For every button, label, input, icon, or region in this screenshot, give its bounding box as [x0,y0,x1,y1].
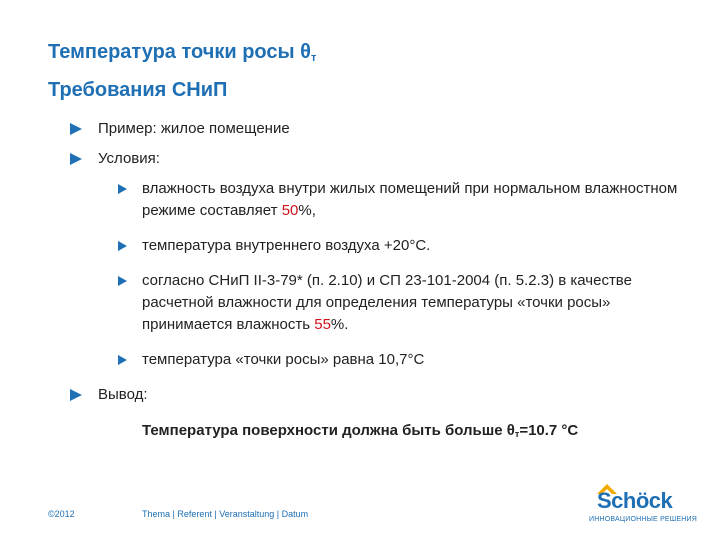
conclusion-text-b: =10.7 °С [519,422,579,439]
humidity-value-highlight: 50 [281,202,299,219]
conclusion-subscript: т [514,429,520,439]
footer-copyright: ©2012 [48,509,75,519]
bullet-list [66,118,686,445]
sub-bullet-triangle-icon [118,241,127,251]
company-logo [587,488,698,528]
title-subscript: т [310,52,317,64]
sub-bullet-dewpoint [66,349,686,371]
logo-wordmark: Schöck [597,488,673,513]
bullet-conditions-text: Условия: [98,150,160,167]
title-line-1-text: Температура точки росы θ [48,41,311,63]
bullet-example-text: Пример: жилое помещение [98,120,290,137]
bullet-conclusion-text: Вывод: [98,386,148,403]
sub-bullet-dewpoint-text: температура «точки росы» равна 10,7°С [142,351,425,368]
sub-bullet-triangle-icon [118,355,127,365]
title-line-1 [48,36,316,74]
bullet-triangle-icon [70,389,82,401]
bullet-example [66,118,686,140]
sub-bullet-triangle-icon [118,184,127,194]
sub-bullet-triangle-icon [118,276,127,286]
conclusion-text-a: Температура поверхности должна быть больше θ [142,422,515,439]
sub-bullet-humidity-text: влажность воздуха внутри жилых помещений при нормальном влажностном режиме составляет [142,180,678,219]
regulation-value-highlight: 55 [314,316,331,333]
bullet-conclusion [66,384,686,406]
sub-bullet-temperature [66,235,686,257]
sub-bullet-regulation-text: согласно СНиП II-3-79* (п. 2.10) и СП 23-101-2004 (п. 5.2.3) в качестве расчетной влажности для определения температуры «точки росы» принимается влажность [142,272,632,333]
bullet-triangle-icon [70,153,82,165]
regulation-value-suffix: %. [330,316,349,333]
title-line-2: Требования СНиП [48,79,228,101]
sub-bullet-temperature-text: температура внутреннего воздуха +20°С. [142,237,431,254]
bullet-conditions [66,148,686,170]
slide-title [48,36,316,106]
humidity-value-suffix: %, [298,202,316,219]
logo-tagline: ИННОВАЦИОННЫЕ РЕШЕНИЯ [589,516,698,523]
bullet-triangle-icon [70,123,82,135]
conclusion-statement [66,420,686,445]
sub-bullet-regulation [66,270,686,336]
sub-bullet-humidity [66,178,686,222]
footer-meta: Thema | Referent | Veranstaltung | Datum [142,509,309,519]
